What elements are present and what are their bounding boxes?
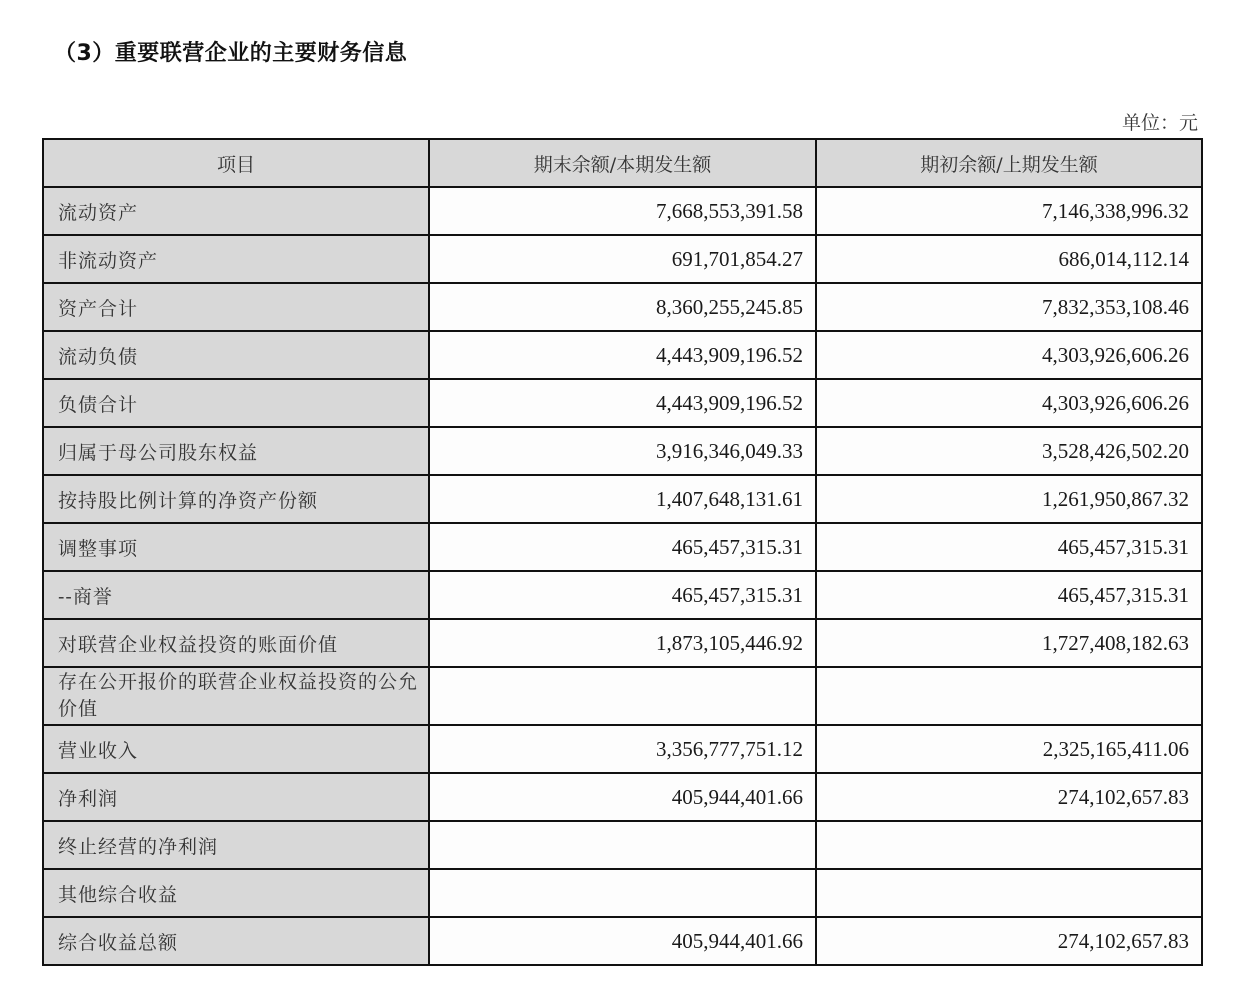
section-title: （3）重要联营企业的主要财务信息 — [54, 41, 408, 66]
row-label: 按持股比例计算的净资产份额 — [43, 475, 429, 523]
prior-value: 274,102,657.83 — [816, 917, 1202, 965]
current-value: 3,916,346,049.33 — [429, 427, 816, 475]
table-row — [43, 427, 1202, 475]
current-value — [429, 667, 816, 725]
table-row — [43, 283, 1202, 331]
prior-value — [816, 821, 1202, 869]
current-value: 691,701,854.27 — [429, 235, 816, 283]
row-label: --商誉 — [43, 571, 429, 619]
row-label: 营业收入 — [43, 725, 429, 773]
current-value: 1,407,648,131.61 — [429, 475, 816, 523]
current-value — [429, 869, 816, 917]
table-row — [43, 475, 1202, 523]
current-value: 405,944,401.66 — [429, 917, 816, 965]
prior-value: 465,457,315.31 — [816, 523, 1202, 571]
row-label: 流动负债 — [43, 331, 429, 379]
financial-info-table — [42, 138, 1203, 966]
prior-value: 7,832,353,108.46 — [816, 283, 1202, 331]
prior-value: 465,457,315.31 — [816, 571, 1202, 619]
current-value: 8,360,255,245.85 — [429, 283, 816, 331]
table-row — [43, 619, 1202, 667]
prior-value: 3,528,426,502.20 — [816, 427, 1202, 475]
table-row — [43, 869, 1202, 917]
table-row — [43, 571, 1202, 619]
table-row — [43, 725, 1202, 773]
row-label: 归属于母公司股东权益 — [43, 427, 429, 475]
row-label: 负债合计 — [43, 379, 429, 427]
current-value — [429, 821, 816, 869]
row-label: 资产合计 — [43, 283, 429, 331]
prior-value: 2,325,165,411.06 — [816, 725, 1202, 773]
table-row — [43, 773, 1202, 821]
header-item: 项目 — [43, 139, 429, 187]
row-label: 非流动资产 — [43, 235, 429, 283]
table-row — [43, 821, 1202, 869]
current-value: 4,443,909,196.52 — [429, 331, 816, 379]
row-label: 调整事项 — [43, 523, 429, 571]
current-value: 7,668,553,391.58 — [429, 187, 816, 235]
prior-value: 1,727,408,182.63 — [816, 619, 1202, 667]
prior-value: 4,303,926,606.26 — [816, 331, 1202, 379]
prior-value: 274,102,657.83 — [816, 773, 1202, 821]
row-label: 存在公开报价的联营企业权益投资的公允价值 — [43, 667, 429, 725]
prior-value: 1,261,950,867.32 — [816, 475, 1202, 523]
row-label: 对联营企业权益投资的账面价值 — [43, 619, 429, 667]
current-value: 405,944,401.66 — [429, 773, 816, 821]
current-value: 465,457,315.31 — [429, 523, 816, 571]
prior-value: 686,014,112.14 — [816, 235, 1202, 283]
table-row — [43, 917, 1202, 965]
table-row — [43, 331, 1202, 379]
table-row — [43, 667, 1202, 725]
row-label: 其他综合收益 — [43, 869, 429, 917]
prior-value: 4,303,926,606.26 — [816, 379, 1202, 427]
row-label: 综合收益总额 — [43, 917, 429, 965]
table-row — [43, 235, 1202, 283]
table-row — [43, 523, 1202, 571]
prior-value — [816, 667, 1202, 725]
row-label: 终止经营的净利润 — [43, 821, 429, 869]
table-row — [43, 379, 1202, 427]
prior-value: 7,146,338,996.32 — [816, 187, 1202, 235]
current-value: 465,457,315.31 — [429, 571, 816, 619]
unit-label: 单位：元 — [1121, 112, 1198, 134]
row-label: 净利润 — [43, 773, 429, 821]
current-value: 1,873,105,446.92 — [429, 619, 816, 667]
prior-value — [816, 869, 1202, 917]
row-label: 流动资产 — [43, 187, 429, 235]
current-value: 3,356,777,751.12 — [429, 725, 816, 773]
current-value: 4,443,909,196.52 — [429, 379, 816, 427]
table-header-row — [43, 139, 1202, 187]
table-row — [43, 187, 1202, 235]
header-current-period: 期末余额/本期发生额 — [429, 139, 816, 187]
header-prior-period: 期初余额/上期发生额 — [816, 139, 1202, 187]
